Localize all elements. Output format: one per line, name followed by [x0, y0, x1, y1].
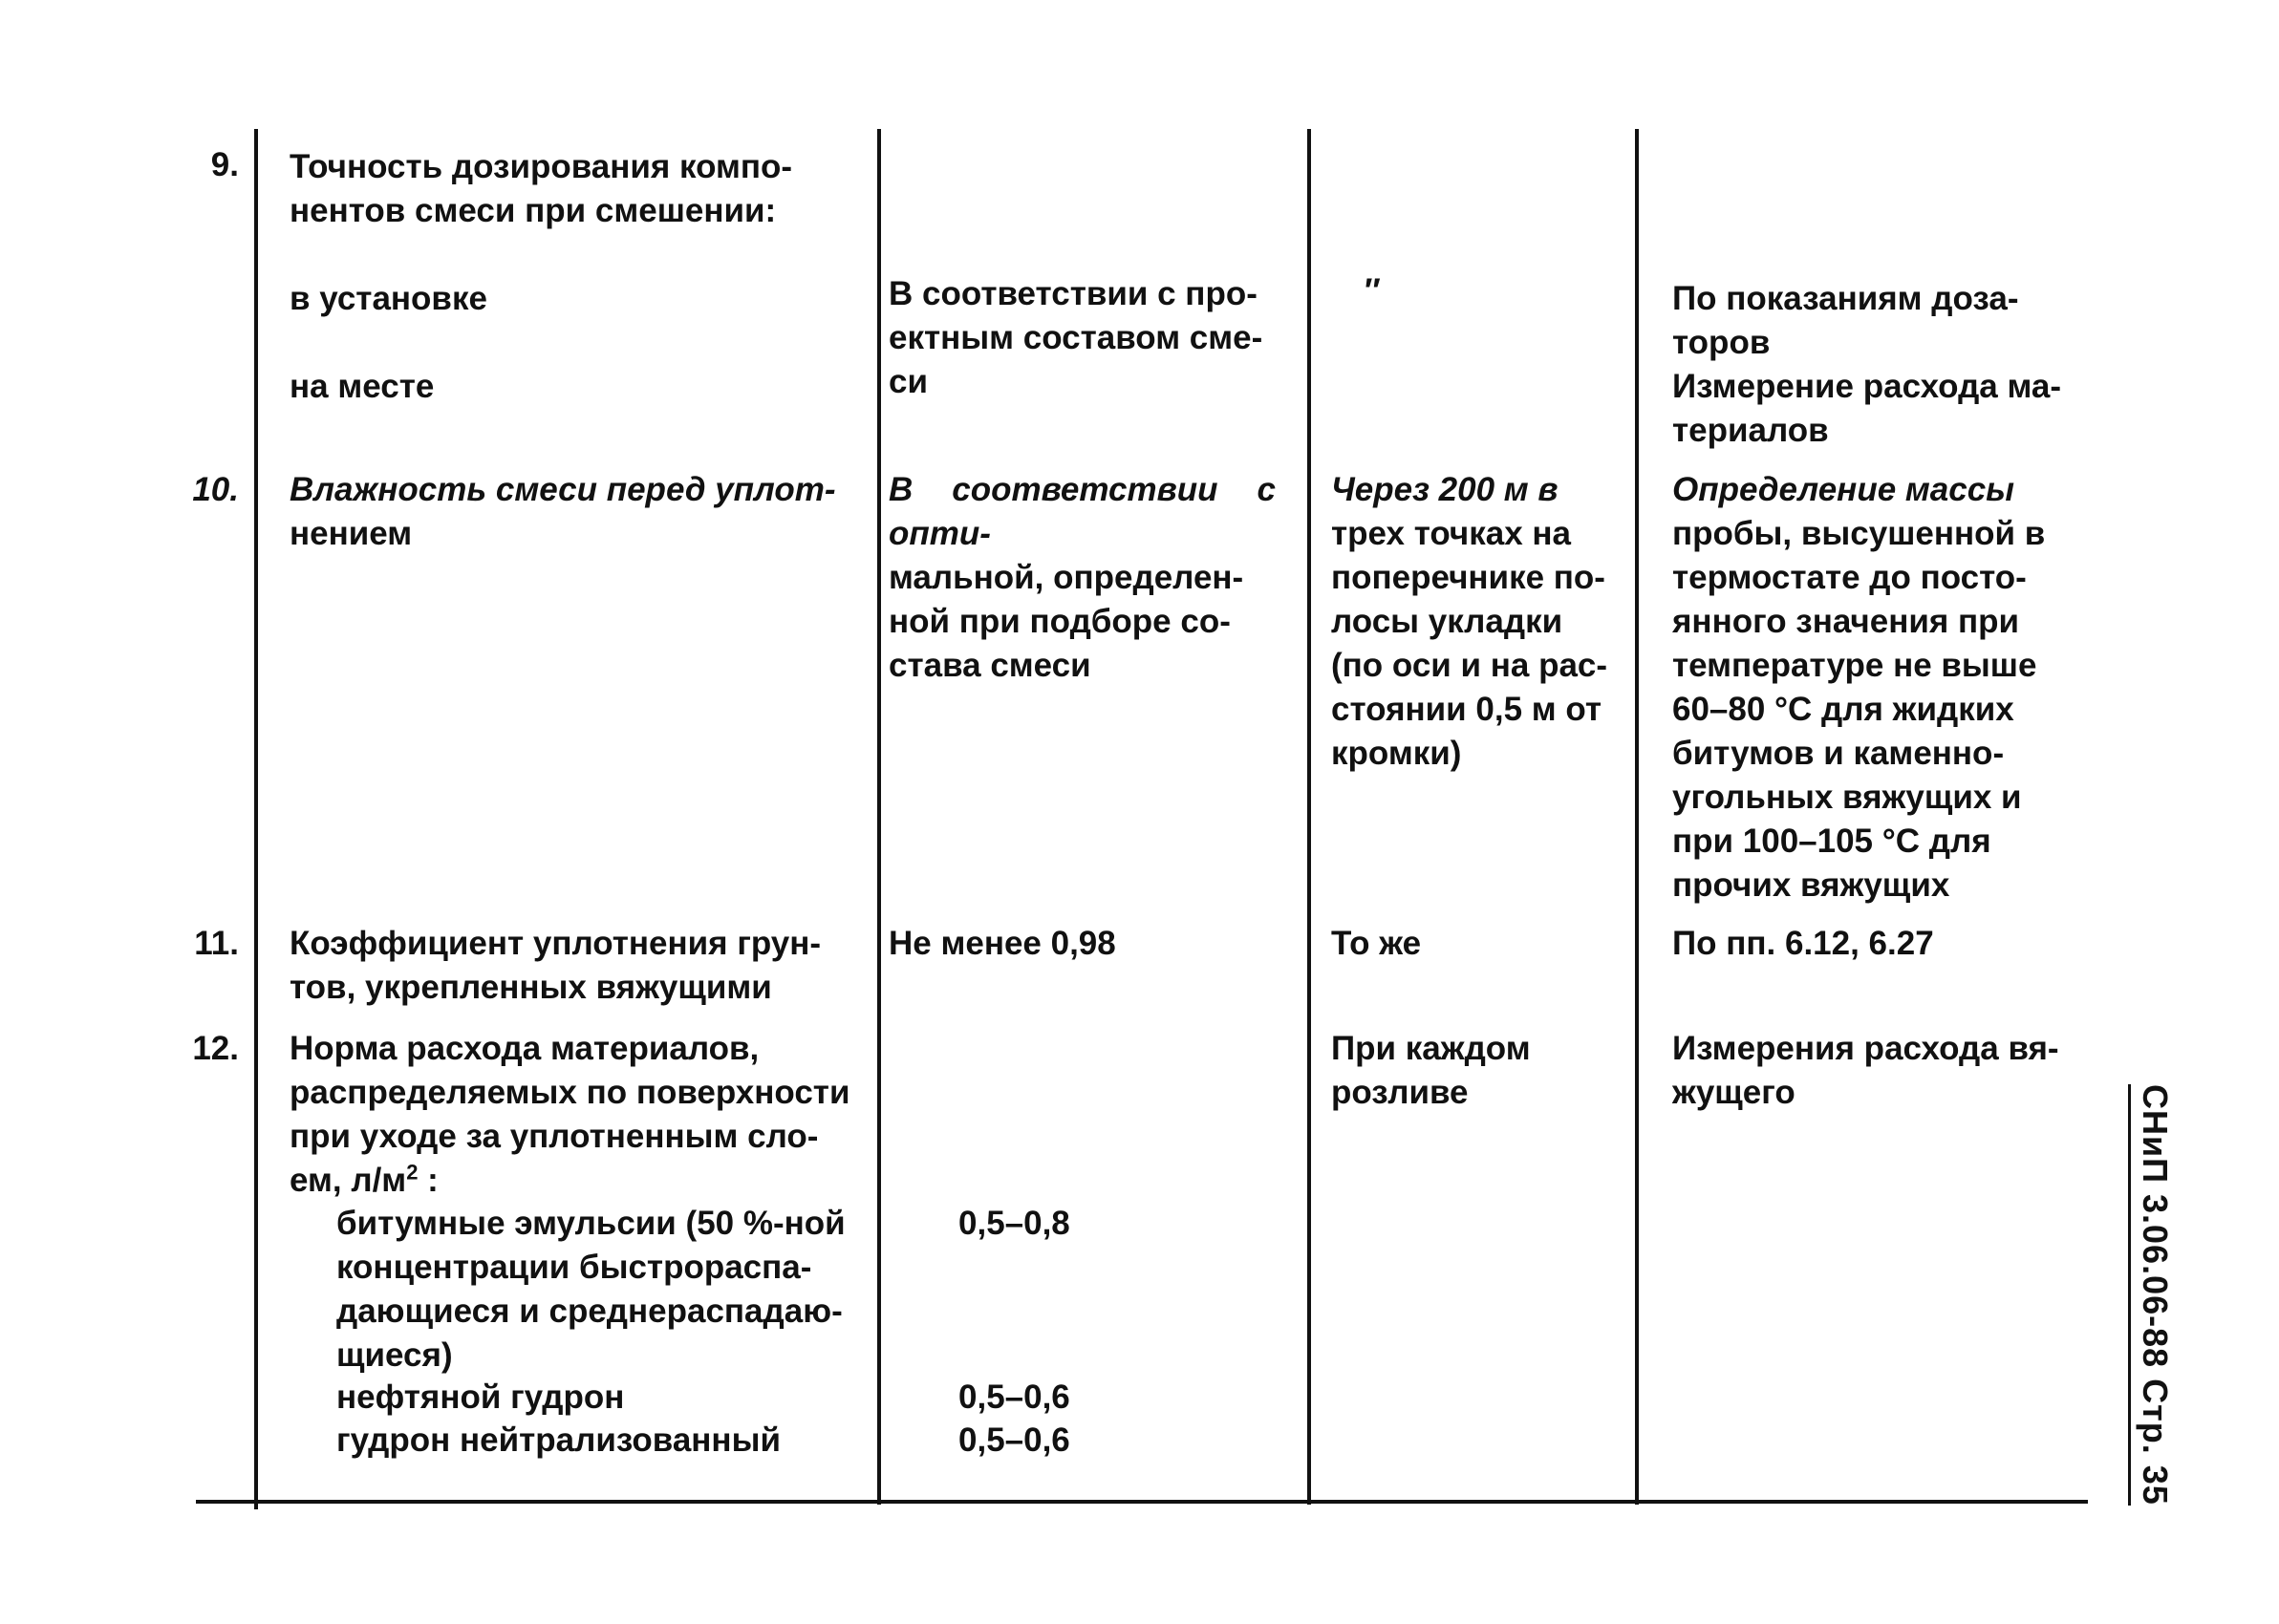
column-rule-1 [254, 129, 258, 1509]
list-item-value: 0,5–0,6 [958, 1378, 1070, 1416]
parameter-tail: : [418, 1162, 439, 1199]
method-cell: По показаниям доза- торов [1672, 280, 2019, 361]
frequency-cell [1331, 468, 1627, 776]
frequency-cell: То же [1331, 925, 1422, 962]
frequency-italic: Через 200 м в [1331, 471, 1559, 508]
parameter-italic: Влажность смеси перед уплот- [290, 471, 836, 508]
sub-parameter: в установке [290, 280, 487, 317]
column-rule-4 [1635, 129, 1639, 1505]
document-page-marker: СНиП 3.06.06-88 Стр. 35 [2128, 1084, 2177, 1506]
list-item-value: 0,5–0,8 [958, 1205, 1070, 1242]
norm-cell [889, 468, 1276, 688]
row-number: 10. [192, 471, 239, 508]
column-rule-2 [877, 129, 881, 1505]
parameter-rest: нением [290, 515, 413, 552]
parameter-cell [290, 468, 868, 556]
method-cell: По пп. 6.12, 6.27 [1672, 925, 1934, 962]
row-number: 9. [210, 146, 239, 183]
method-cell: Измерение расхода ма- териалов [1672, 368, 2062, 449]
list-item-label: нефтяной гудрон [336, 1378, 625, 1416]
method-italic: Определение массы [1672, 471, 2015, 508]
unit-superscript: 2 [406, 1160, 419, 1185]
list-item-label: битумные эмульсии (50 %-ной концентрации быстрораспа- дающиеся и среднераспадаю- щиеся) [336, 1205, 846, 1374]
row-number: 12. [192, 1030, 239, 1067]
method-cell: Измерения расхода вя- жущего [1672, 1030, 2059, 1111]
list-item-value: 0,5–0,6 [958, 1421, 1070, 1459]
frequency-cell: При каждом розливе [1331, 1030, 1531, 1111]
sub-parameter: на месте [290, 368, 435, 405]
parameter-text: Норма расхода материалов, распределяемых по поверхности при уходе за уплотненным сло- ем, л/м [290, 1030, 850, 1199]
norm-cell: В соответствии с про- ектным составом сме- си [889, 275, 1263, 400]
method-rest: пробы, высушенной в термостате до посто- янного значения при температуре не выше 60–80 °С для жидких битумов и каменно- угольных вяжущих и при 100–105 °С для прочих вяжущих [1672, 515, 2046, 904]
norm-rest: мальной, определен- ной при подборе со- става смеси [889, 559, 1244, 684]
parameter-cell: Точность дозирования компо- нентов смеси при смешении: [290, 148, 793, 229]
norm-cell: Не менее 0,98 [889, 925, 1116, 962]
column-rule-3 [1307, 129, 1311, 1505]
norm-italic: В соответствии с опти- [889, 471, 1276, 552]
table-bottom-rule [196, 1500, 2088, 1504]
list-item-label: гудрон нейтрализованный [336, 1421, 781, 1459]
method-cell [1672, 468, 2083, 908]
row-number: 11. [194, 925, 239, 962]
parameter-cell [290, 1027, 868, 1203]
frequency-rest: трех точках на поперечнике по- лосы укладки (по оси и на рас- стоянии 0,5 м от кромки) [1331, 515, 1608, 772]
parameter-cell: Коэффициент уплотнения грун- тов, укрепленных вяжущими [290, 925, 822, 1006]
frequency-cell: ″ [1365, 272, 1381, 310]
